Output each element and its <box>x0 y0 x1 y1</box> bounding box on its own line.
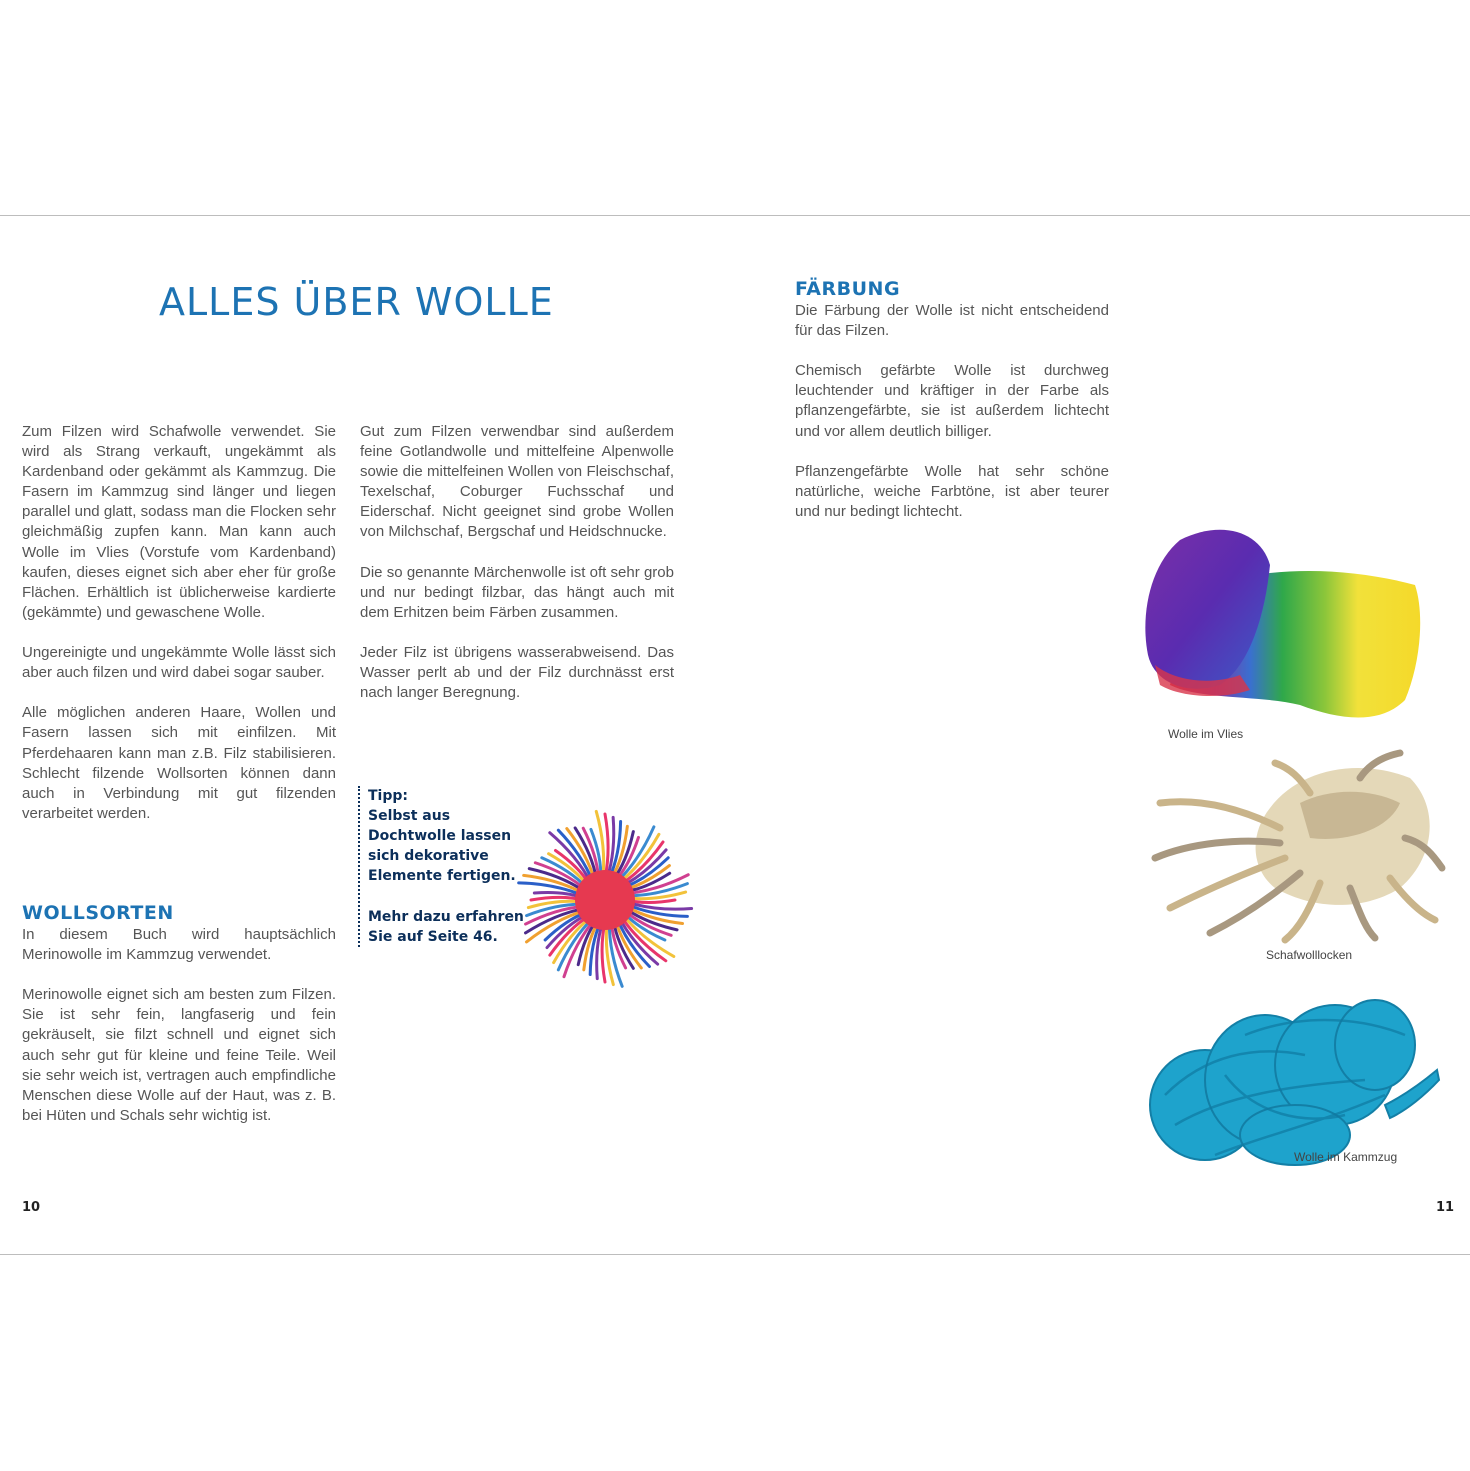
left-column <box>22 422 336 844</box>
paragraph: Pflanzengefärbte Wolle hat sehr schöne natürliche, weiche Farbtöne, ist aber teurer und nur bedingt lichtecht. <box>795 462 1109 520</box>
paragraph: Chemisch gefärbte Wolle ist durchweg leuchtender und kräftiger in der Farbe als pflanzengefärbte, sie ist außerdem lichtecht und vor allem deutlich billiger. <box>795 362 1109 440</box>
wollsorten-heading: WOLLSORTEN <box>22 902 174 924</box>
bottom-rule <box>0 1254 1470 1255</box>
paragraph: Zum Filzen wird Schafwolle verwendet. Sie wird als Strang verkauft, ungekämmt als Kardenband oder gekämmt als Kammzug. Die Fasern im Kammzug sind länger und liegen parallel und glatt, sodass man die Flocken sehr gleichmäßig zupfen kann. Man kann auch Wolle im Vlies (Vorstufe vom Kardenband) kaufen, dieses eignet sich aber eher für große Flächen. Erhältlich ist üblicherweise kardierte (gekämmte) und gewaschene Wolle. <box>22 423 336 621</box>
caption-kammzug: Wolle im Kammzug <box>1294 1150 1398 1164</box>
caption-locken: Schafwolllocken <box>1266 948 1353 962</box>
faerbung-section <box>795 301 1109 542</box>
tip-more: Mehr dazu erfahren Sie auf Seite 46. <box>368 908 524 945</box>
page-number-left: 10 <box>22 1200 41 1215</box>
wollsorten-section <box>22 925 336 1146</box>
tip-label: Tipp: <box>368 788 408 804</box>
page-title: ALLES ÜBER WOLLE <box>159 280 554 324</box>
paragraph: Jeder Filz ist übrigens wasserabweisend. Das Wasser perlt ab und der Filz durchnässt erst nach langer Beregnung. <box>360 644 674 702</box>
top-rule <box>0 215 1470 216</box>
paragraph: Alle möglichen anderen Haare, Wollen und Fasern lassen sich mit einfilzen. Mit Pferdehaaren kann man z.B. Filz stabilisieren. Schlecht filzende Wollsorten können dann auch in Verbindung mit gut filzenden verarbeitet werden. <box>22 704 336 822</box>
wolle-im-kammzug-image <box>1145 985 1440 1175</box>
paragraph: Die so genannte Märchenwolle ist oft sehr grob und nur bedingt filzbar, das hängt auch mit dem Erhitzen beim Färben zusammen. <box>360 563 674 621</box>
page-number-right: 11 <box>1436 1200 1455 1215</box>
middle-column <box>360 422 674 723</box>
caption-vlies: Wolle im Vlies <box>1168 727 1244 741</box>
tip-text: Selbst aus Dochtwolle lassen sich dekorative Elemente fertigen. <box>368 808 516 885</box>
paragraph: Merinowolle eignet sich am besten zum Filzen. Sie ist sehr fein, langfaserig und fein gekräuselt, sie filzt schnell und eignet sich auch sehr gut für kleine und feine Teile. Weil sie sehr weich ist, vertragen auch empfindliche Menschen diese Wolle auf der Haut, was z. B. bei Hüten und Schals sehr wichtig ist. <box>22 986 336 1124</box>
paragraph: In diesem Buch wird hauptsächlich Merinowolle im Kammzug verwendet. <box>22 926 336 964</box>
paragraph: Die Färbung der Wolle ist nicht entscheidend für das Filzen. <box>795 302 1109 340</box>
paragraph: Ungereinigte und ungekämmte Wolle lässt sich aber auch filzen und wird dabei sogar sauber. <box>22 644 336 682</box>
schafwolllocken-image <box>1150 748 1445 943</box>
faerbung-heading: FÄRBUNG <box>795 278 901 300</box>
dochtwolle-flower-image <box>517 808 697 993</box>
tip-box <box>358 786 538 947</box>
paragraph: Gut zum Filzen verwendbar sind außerdem feine Gotlandwolle und mittelfeine Alpenwolle sowie die mittelfeinen Wollen von Fleischschaf, Texelschaf, Coburger Fuchsschaf und Eiderschaf. Nicht geeignet sind grobe Wollen von Milchschaf, Bergschaf und Heidschnucke. <box>360 423 674 541</box>
wolle-im-vlies-image <box>1140 525 1425 735</box>
